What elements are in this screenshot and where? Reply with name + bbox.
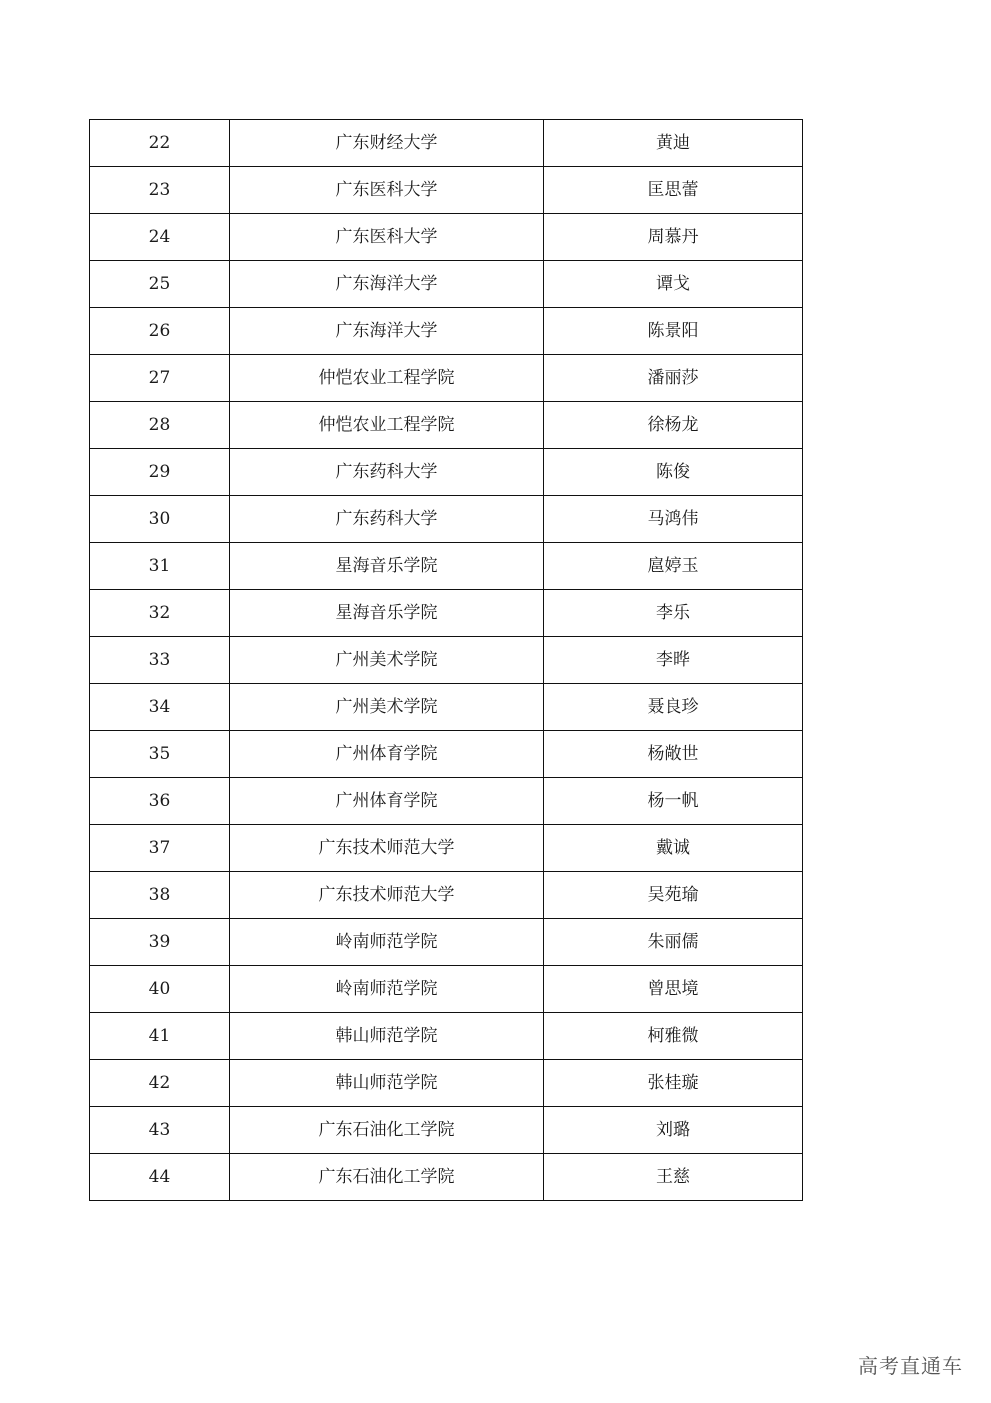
- table-row: [90, 449, 803, 496]
- table-row: [90, 214, 803, 261]
- table-row: [90, 1013, 803, 1060]
- school-name-cell: 广东技术师范大学: [230, 825, 544, 872]
- table-row: [90, 496, 803, 543]
- roster-table-container: [89, 119, 803, 1201]
- watermark-text: 高考直通车: [858, 1354, 963, 1378]
- table-row: [90, 731, 803, 778]
- table-row: [90, 1154, 803, 1201]
- school-name-cell: 广东技术师范大学: [230, 872, 544, 919]
- school-name-cell: 岭南师范学院: [230, 919, 544, 966]
- table-row: [90, 825, 803, 872]
- person-name-cell: 曾思境: [544, 966, 803, 1013]
- school-name-cell: 仲恺农业工程学院: [230, 402, 544, 449]
- table-row: [90, 872, 803, 919]
- row-number-cell: 33: [90, 637, 230, 684]
- row-number-cell: 44: [90, 1154, 230, 1201]
- row-number-cell: 25: [90, 261, 230, 308]
- person-name-cell: 匡思蕾: [544, 167, 803, 214]
- school-name-cell: 广东药科大学: [230, 496, 544, 543]
- row-number-cell: 40: [90, 966, 230, 1013]
- person-name-cell: 戴诚: [544, 825, 803, 872]
- school-name-cell: 广东财经大学: [230, 120, 544, 167]
- row-number-cell: 43: [90, 1107, 230, 1154]
- table-row: [90, 308, 803, 355]
- row-number-cell: 34: [90, 684, 230, 731]
- person-name-cell: 潘丽莎: [544, 355, 803, 402]
- person-name-cell: 徐杨龙: [544, 402, 803, 449]
- school-name-cell: 仲恺农业工程学院: [230, 355, 544, 402]
- row-number-cell: 24: [90, 214, 230, 261]
- person-name-cell: 李乐: [544, 590, 803, 637]
- person-name-cell: 陈俊: [544, 449, 803, 496]
- school-name-cell: 岭南师范学院: [230, 966, 544, 1013]
- person-name-cell: 扈婷玉: [544, 543, 803, 590]
- row-number-cell: 28: [90, 402, 230, 449]
- school-name-cell: 广东医科大学: [230, 167, 544, 214]
- person-name-cell: 刘璐: [544, 1107, 803, 1154]
- person-name-cell: 王慈: [544, 1154, 803, 1201]
- table-row: [90, 1060, 803, 1107]
- table-row: [90, 684, 803, 731]
- table-row: [90, 355, 803, 402]
- person-name-cell: 黄迪: [544, 120, 803, 167]
- table-row: [90, 261, 803, 308]
- person-name-cell: 谭戈: [544, 261, 803, 308]
- table-row: [90, 120, 803, 167]
- table-row: [90, 543, 803, 590]
- roster-table-body: [90, 120, 803, 1201]
- row-number-cell: 42: [90, 1060, 230, 1107]
- row-number-cell: 31: [90, 543, 230, 590]
- school-name-cell: 韩山师范学院: [230, 1060, 544, 1107]
- school-name-cell: 广东石油化工学院: [230, 1107, 544, 1154]
- school-name-cell: 韩山师范学院: [230, 1013, 544, 1060]
- table-row: [90, 167, 803, 214]
- person-name-cell: 李晔: [544, 637, 803, 684]
- school-name-cell: 广东药科大学: [230, 449, 544, 496]
- table-row: [90, 590, 803, 637]
- school-name-cell: 广东医科大学: [230, 214, 544, 261]
- table-row: [90, 402, 803, 449]
- row-number-cell: 36: [90, 778, 230, 825]
- table-row: [90, 919, 803, 966]
- row-number-cell: 23: [90, 167, 230, 214]
- person-name-cell: 吴苑瑜: [544, 872, 803, 919]
- roster-table: [89, 119, 803, 1201]
- person-name-cell: 陈景阳: [544, 308, 803, 355]
- table-row: [90, 778, 803, 825]
- row-number-cell: 38: [90, 872, 230, 919]
- table-row: [90, 1107, 803, 1154]
- row-number-cell: 41: [90, 1013, 230, 1060]
- school-name-cell: 星海音乐学院: [230, 590, 544, 637]
- person-name-cell: 柯雅微: [544, 1013, 803, 1060]
- person-name-cell: 张桂璇: [544, 1060, 803, 1107]
- school-name-cell: 广州美术学院: [230, 637, 544, 684]
- person-name-cell: 朱丽儒: [544, 919, 803, 966]
- row-number-cell: 22: [90, 120, 230, 167]
- school-name-cell: 广州体育学院: [230, 778, 544, 825]
- person-name-cell: 杨一帆: [544, 778, 803, 825]
- school-name-cell: 广东海洋大学: [230, 308, 544, 355]
- person-name-cell: 马鸿伟: [544, 496, 803, 543]
- row-number-cell: 26: [90, 308, 230, 355]
- row-number-cell: 32: [90, 590, 230, 637]
- school-name-cell: 广州体育学院: [230, 731, 544, 778]
- row-number-cell: 30: [90, 496, 230, 543]
- person-name-cell: 周慕丹: [544, 214, 803, 261]
- school-name-cell: 星海音乐学院: [230, 543, 544, 590]
- row-number-cell: 37: [90, 825, 230, 872]
- row-number-cell: 29: [90, 449, 230, 496]
- school-name-cell: 广东石油化工学院: [230, 1154, 544, 1201]
- school-name-cell: 广东海洋大学: [230, 261, 544, 308]
- table-row: [90, 966, 803, 1013]
- school-name-cell: 广州美术学院: [230, 684, 544, 731]
- table-row: [90, 637, 803, 684]
- person-name-cell: 聂良珍: [544, 684, 803, 731]
- row-number-cell: 35: [90, 731, 230, 778]
- row-number-cell: 27: [90, 355, 230, 402]
- row-number-cell: 39: [90, 919, 230, 966]
- person-name-cell: 杨敞世: [544, 731, 803, 778]
